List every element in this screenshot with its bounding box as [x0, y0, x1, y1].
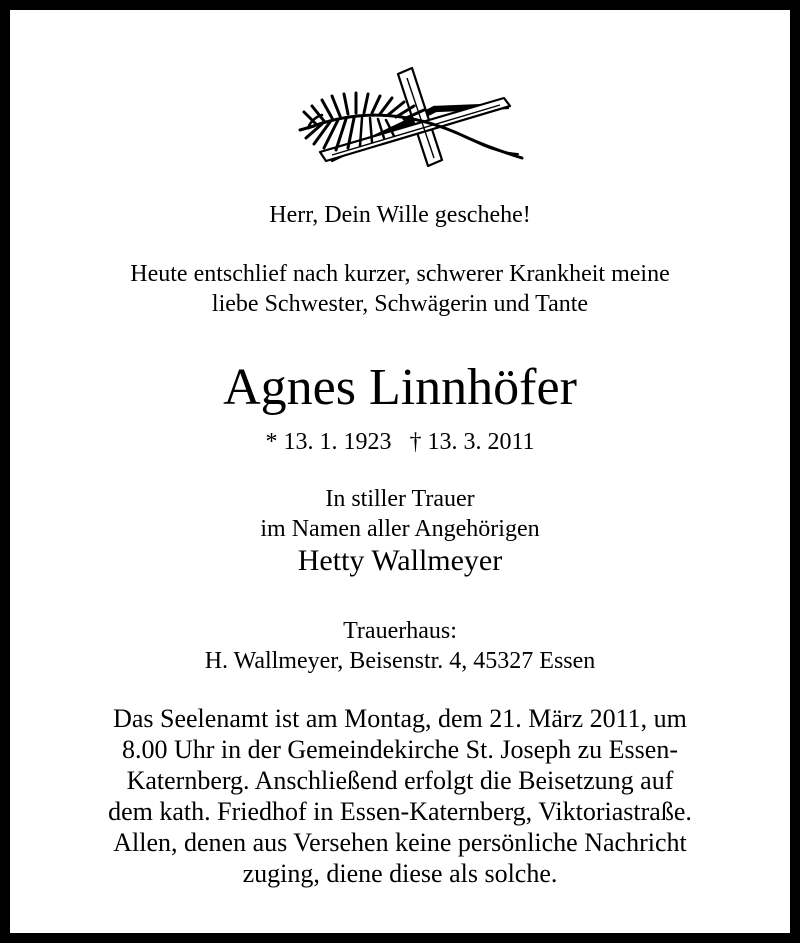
mourners-line-2: im Namen aller Angehörigen	[260, 516, 540, 542]
motto: Herr, Dein Wille geschehe!	[269, 202, 531, 228]
announcement-line-2: liebe Schwester, Schwägerin und Tante	[211, 291, 589, 317]
service-line-2: 8.00 Uhr in der Gemeindekirche St. Joseph zu Essen-	[122, 735, 678, 764]
death-date: † 13. 3. 2011	[409, 429, 535, 455]
life-dates	[10, 430, 790, 454]
service-line-6: zuging, diene diese als solche.	[242, 859, 558, 888]
cross-with-palm-frond-icon	[290, 60, 530, 175]
mourners-line-1: In stiller Trauer	[325, 486, 475, 512]
service-line-5: Allen, denen aus Versehen keine persönliche Nachricht	[113, 828, 687, 857]
service-line-1: Das Seelenamt ist am Montag, dem 21. März 2011, um	[113, 704, 687, 733]
birth-date: * 13. 1. 1923	[265, 429, 392, 455]
trauerhaus-label: Trauerhaus:	[343, 618, 457, 644]
mourner-name: Hetty Wallmeyer	[297, 544, 503, 577]
trauerhaus-address: H. Wallmeyer, Beisenstr. 4, 45327 Essen	[204, 648, 596, 674]
service-line-4: dem kath. Friedhof in Essen-Katernberg, Viktoriastraße.	[108, 797, 692, 826]
deceased-name: Agnes Linnhöfer	[223, 359, 577, 416]
announcement-line-1: Heute entschlief nach kurzer, schwerer Krankheit meine	[130, 261, 670, 287]
service-line-3: Katernberg. Anschließend erfolgt die Beisetzung auf	[126, 766, 674, 795]
